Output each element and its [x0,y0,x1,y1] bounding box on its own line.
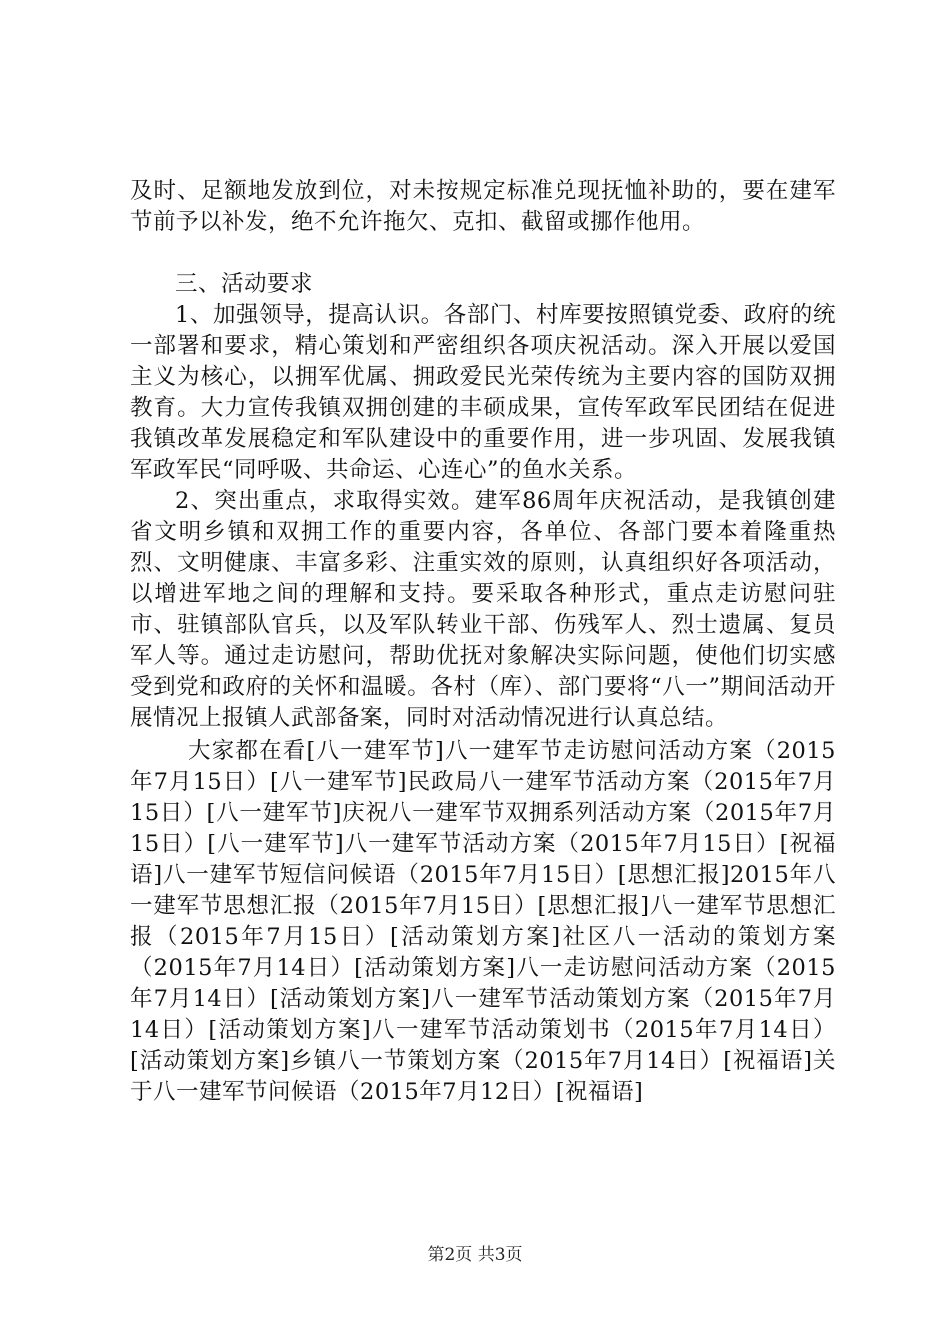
document-body [130,176,836,1108]
related-articles: 大家都在看[八一建军节]八一建军节走访慰问活动方案（2015年7月15日）[八一建军节]民政局八一建军节活动方案（2015年7月15日）[八一建军节]庆祝八一建军节双拥系列活动方案（2015年7月15日）[八一建军节]八一建军节活动方案（2015年7月15日）[祝福语]八一建军节短信问候语（2015年7月15日）[思想汇报]2015年八一建军节思想汇报（2015年7月15日）[思想汇报]八一建军节思想汇报（2015年7月15日）[活动策划方案]社区八一活动的策划方案（2015年7月14日）[活动策划方案]八一走访慰问活动方案（2015年7月14日）[活动策划方案]八一建军节活动策划方案（2015年7月14日）[活动策划方案]八一建军节活动策划书（2015年7月14日）[活动策划方案]乡镇八一节策划方案（2015年7月14日）[祝福语]关于八一建军节问候语（2015年7月12日）[祝福语] [130,738,836,1105]
section-heading: 三、活动要求 [175,271,314,297]
paragraph-strengthen-leadership: 1、加强领导，提高认识。各部门、村库要按照镇党委、政府的统一部署和要求，精心策划和严密组织各项庆祝活动。深入开展以爱国主义为核心，以拥军优属、拥政爱民光荣传统为主要内容的国防双拥教育。大力宣传我镇双拥创建的丰硕成果，宣传军政军民团结在促进我镇改革发展稳定和军队建设中的重要作用，进一步巩固、发展我镇军政军民“同呼吸、共命运、心连心”的鱼水关系。 [130,302,836,483]
page-footer: 第2页 共3页 [427,1245,523,1265]
paragraph-continued: 及时、足额地发放到位，对未按规定标准兑现抚恤补助的，要在建军节前予以补发，绝不允许拖欠、克扣、截留或挪作他用。 [130,178,836,235]
paragraph-highlight-focus: 2、突出重点，求取得实效。建军86周年庆祝活动，是我镇创建省文明乡镇和双拥工作的重要内容，各单位、各部门要本着隆重热烈、文明健康、丰富多彩、注重实效的原则，认真组织好各项活动，以增进军地之间的理解和支持。要采取各种形式，重点走访慰问驻市、驻镇部队官兵，以及军队转业干部、伤残军人、烈士遗属、复员军人等。通过走访慰问，帮助优抚对象解决实际问题，使他们切实感受到党和政府的关怀和温暖。各村（库）、部门要将“八一”期间活动开展情况上报镇人武部备案，同时对活动情况进行认真总结。 [130,488,836,731]
